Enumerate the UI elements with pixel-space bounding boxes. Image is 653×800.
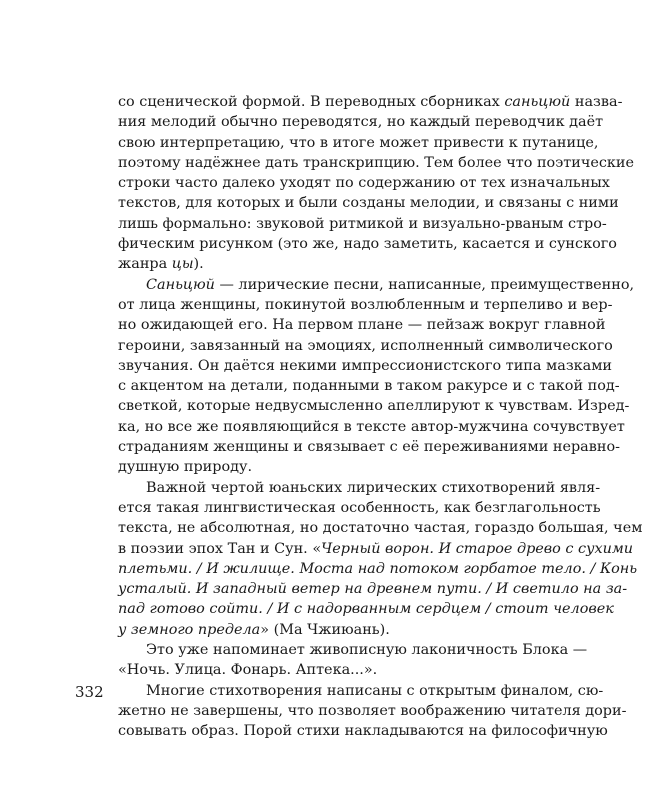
italic-text: пад готово сойти. / И с надорванным сердцем / стоит человек [118,601,614,618]
text-line [118,599,614,619]
text-line [118,254,570,274]
text-segment: в поэзии эпох Тан и Сун. « [118,540,322,557]
text-segment: но ожидающей его. На первом плане — пейзаж вокруг главной [118,317,606,334]
text-segment: жетно не завершены, что позволяет воображению читателя дори- [118,702,627,719]
text-segment: назва- [570,94,623,110]
text-line [118,620,570,640]
text-line [118,681,604,701]
text-line [118,579,628,599]
text-line [118,315,606,335]
text-line [118,640,588,660]
page-number: 332 [75,683,104,701]
text-segment: поэтому надёжнее дать транскрипцию. Тем более что поэтические [118,154,635,171]
italic-text: у земного предела [118,621,261,638]
text-line [118,234,617,254]
text-segment: Важной чертой юаньских лирических стихотворений явля- [146,479,601,496]
text-line [118,153,635,173]
text-line [118,559,638,579]
text-segment: лишь формально: звуковой ритмикой и визуально-рваным стро- [118,215,607,232]
italic-text: Черный ворон. И старое древо с сухими [321,540,634,557]
text-line [118,437,620,457]
text-line [118,295,613,315]
text-segment: ется такая лингвистическая особенность, как безглагольность [118,499,601,516]
text-segment: «Ночь. Улица. Фонарь. Аптека...». [118,662,378,679]
text-segment: текстов, для которых и были созданы мелодии, и связаны с ними [118,195,619,212]
text-segment: страданиям женщины и связывает с её переживаниями неравно- [118,439,620,456]
text-line [118,396,630,416]
text-line [118,498,601,518]
text-segment: строки часто далеко уходят по содержанию от тех изначальных [118,175,610,192]
text-segment: звучания. Он даётся некими импрессионистского типа мазками [118,357,613,374]
text-line [118,112,604,132]
text-segment: ния мелодий обычно переводятся, но каждый переводчик даёт [118,114,604,131]
text-line [118,173,610,193]
text-line [118,478,601,498]
text-segment: » (Ма Чжиюань). [260,621,390,638]
text-segment: свою интерпретацию, что в итоге может привести к путанице, [118,134,599,151]
text-segment: ). [193,256,204,273]
text-segment: от лица женщины, покинутой возлюбленным и терпеливо и вер- [118,296,613,313]
text-line [118,660,570,680]
italic-text: цы [171,256,194,273]
text-line [118,457,570,477]
italic-text: усталый. И западный ветер на древнем пути. / И светило на за- [118,581,628,598]
text-line [118,336,613,356]
text-line [118,193,619,213]
body-text [118,92,643,742]
text-line [118,701,627,721]
text-line [118,92,623,112]
text-segment: с акцентом на детали, поданными в таком ракурсе и с такой под- [118,378,620,395]
text-segment: Это уже напоминает живописную лаконичность Блока — [146,642,588,659]
text-segment: Многие стихотворения написаны с открытым финалом, сю- [146,682,604,699]
italic-text: плетьми. / И жилище. Моста над потоком горбатое тело. / Конь [118,560,638,577]
text-segment: героини, завязанный на эмоциях, исполненный символического [118,337,613,354]
text-segment: текста, не абсолютная, но достаточно частая, гораздо большая, чем [118,520,643,537]
text-segment: — лирические песни, написанные, преимущественно, [214,276,635,293]
text-segment: светкой, которые недвусмысленно апеллируют к чувствам. Изред- [118,398,630,415]
text-segment: фическим рисунком (это же, надо заметить, касается и сунского [118,236,617,253]
text-segment: душную природу. [118,459,253,476]
text-line [118,518,643,538]
text-line [118,133,599,153]
text-line [118,721,608,741]
text-line [118,539,634,559]
text-segment: со сценической формой. В переводных сборниках [118,94,505,110]
text-segment: жанра [118,256,172,273]
text-segment: совывать образ. Порой стихи накладываются на философичную [118,723,608,740]
text-line [118,376,620,396]
text-line [118,417,625,437]
text-line [118,214,607,234]
text-segment: ка, но все же появляющийся в тексте автор-мужчина сочувствует [118,418,625,435]
text-line [118,356,613,376]
text-line [118,275,635,295]
italic-text: Саньцюй [146,276,215,293]
italic-text: саньцюй [504,94,571,110]
